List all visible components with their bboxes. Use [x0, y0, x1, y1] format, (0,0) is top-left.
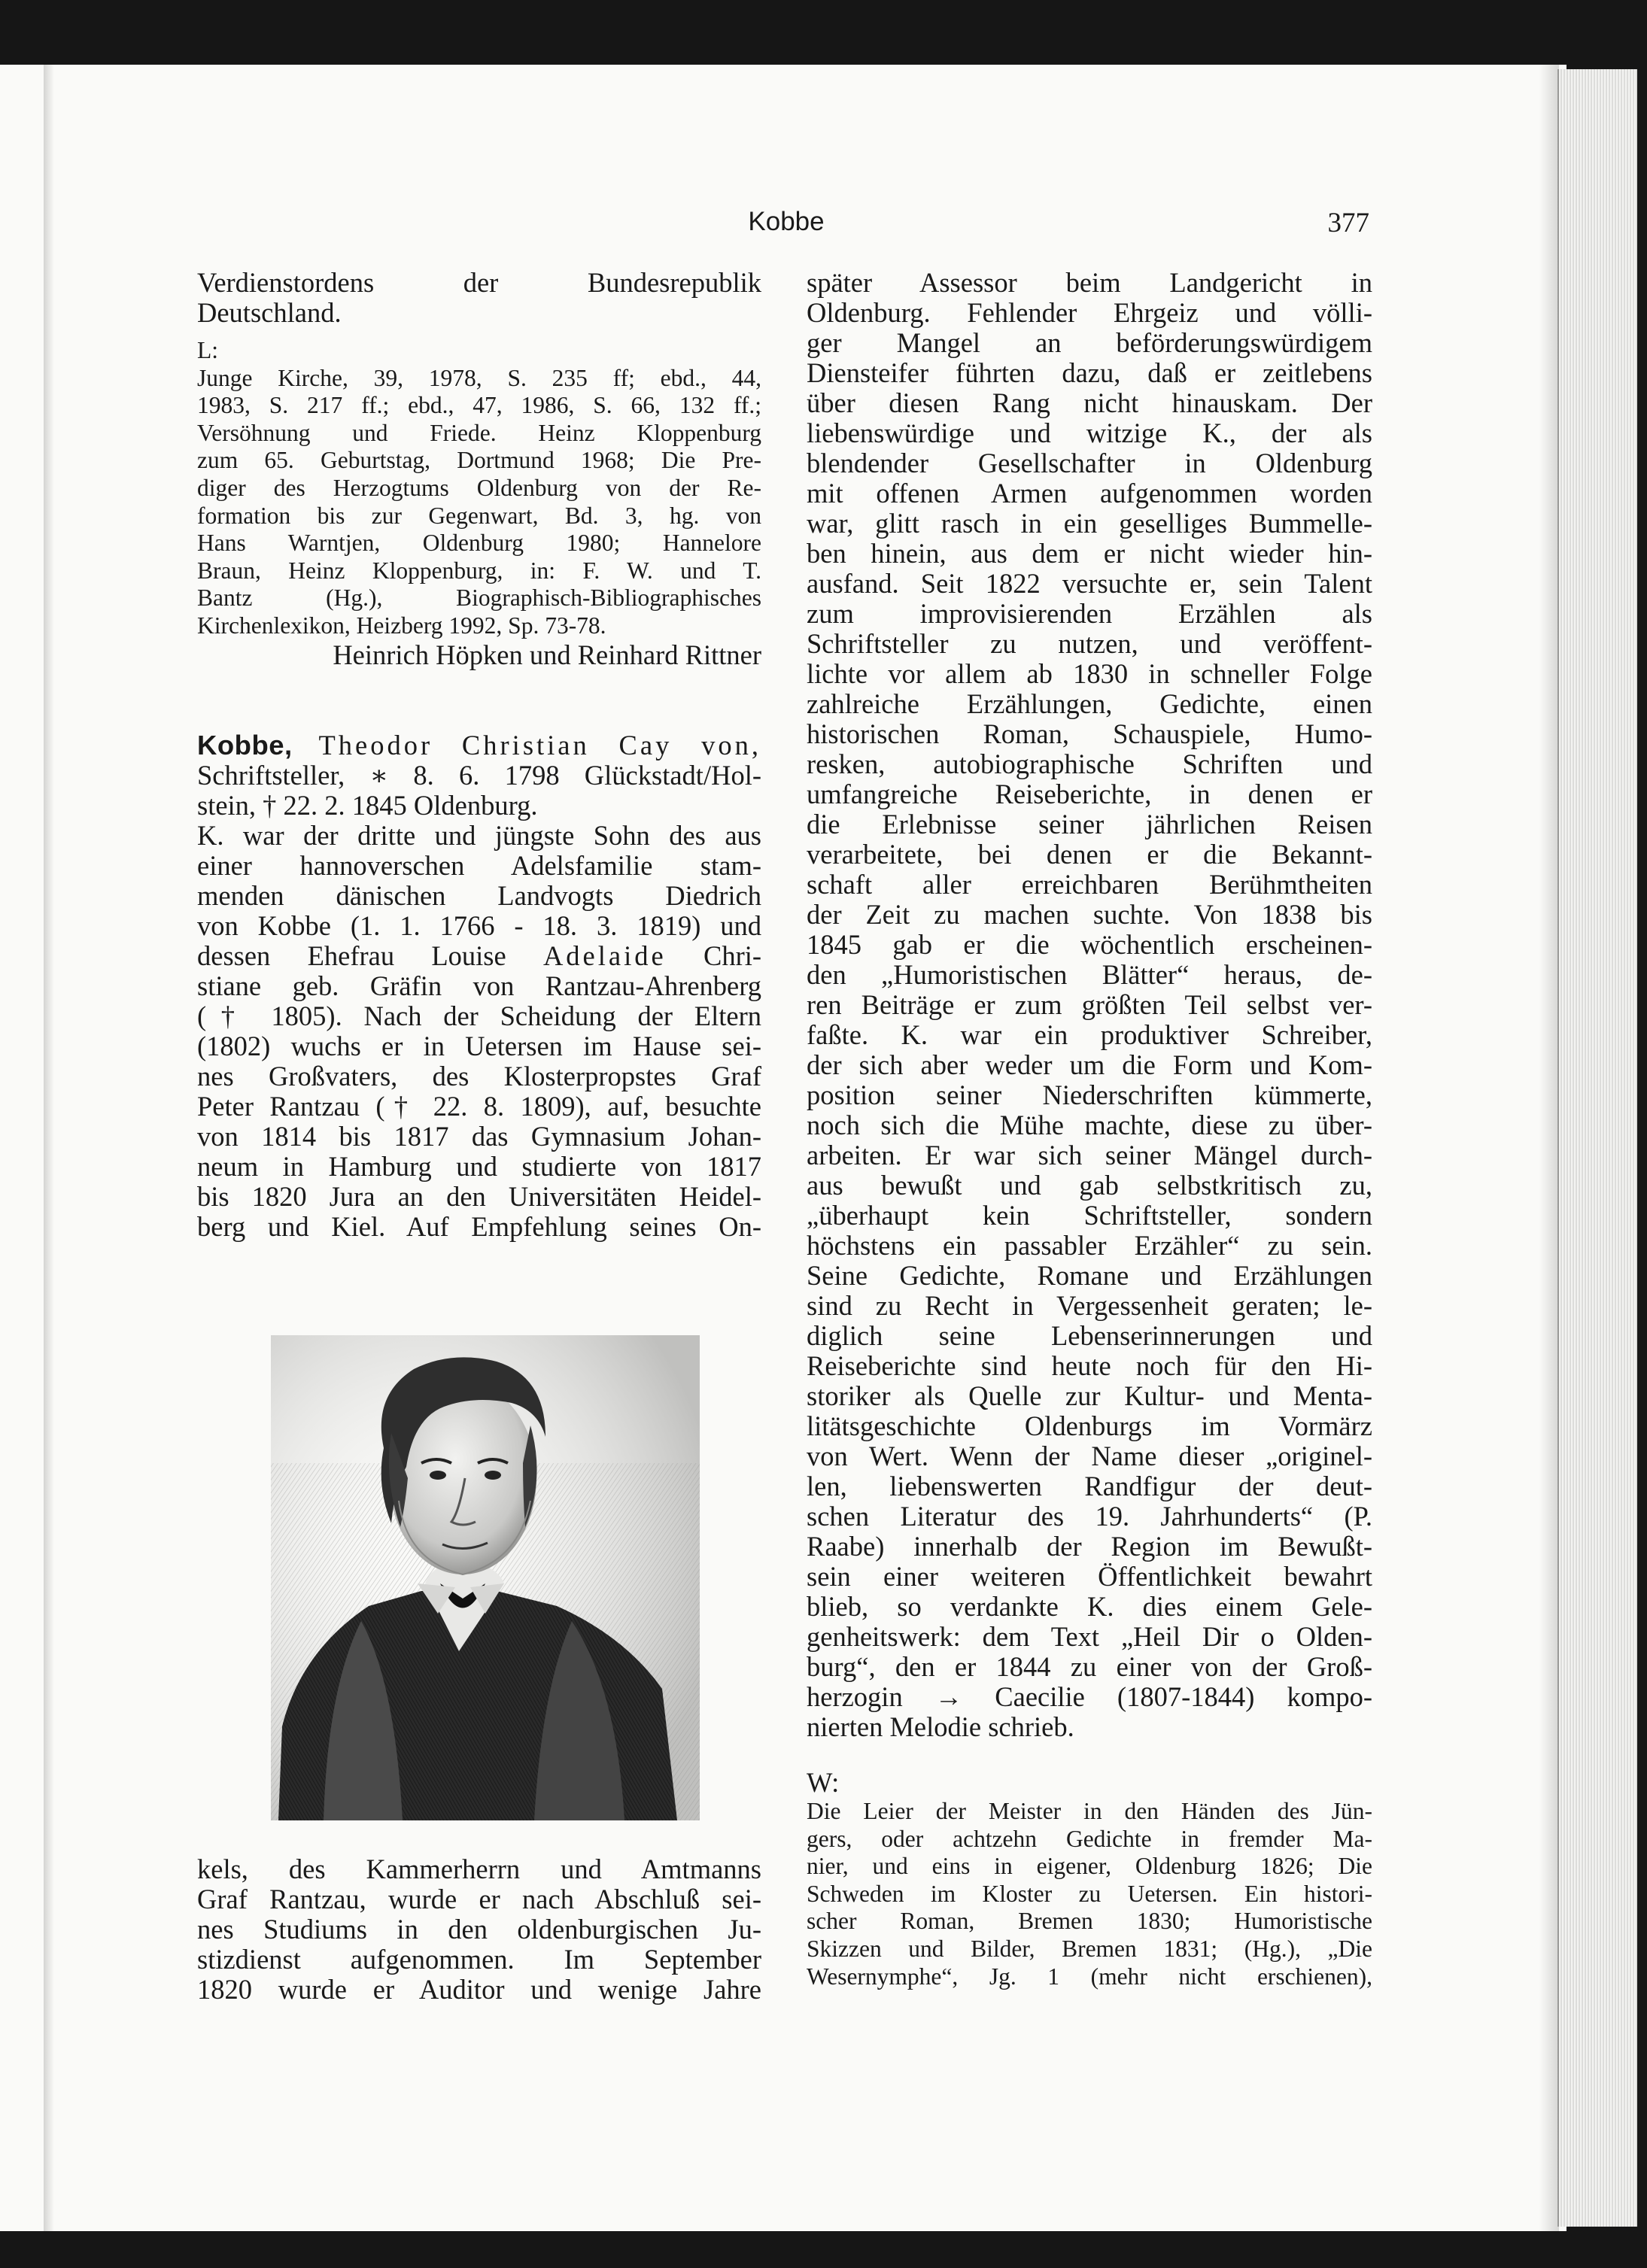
literature-line: zum 65. Geburtstag, Dortmund 1968; Die Pre-: [197, 447, 761, 474]
works-line: Wesernymphe“, Jg. 1 (mehr nicht erschienen),: [807, 1963, 1372, 1990]
text-line: stein, † 22. 2. 1845 Oldenburg.: [197, 790, 538, 821]
text-line: verarbeitete, bei denen er die Bekannt-: [807, 839, 1372, 870]
text-line: von Kobbe (1. 1. 1766 - 18. 3. 1819) und: [197, 910, 761, 941]
literature-block: [197, 337, 761, 640]
literature-label: L:: [197, 337, 218, 363]
text-line: zahlreiche Erzählungen, Gedichte, einen: [807, 689, 1372, 719]
text-line: umfangreiche Reiseberichte, in denen er: [807, 779, 1372, 809]
right-column: [807, 268, 1372, 1990]
literature-line: 1983, S. 217 ff.; ebd., 47, 1986, S. 66, 132 ff.;: [197, 392, 761, 419]
text-line: stizdienst aufgenommen. Im September: [197, 1945, 761, 1975]
authors-signature: Heinrich Höpken und Reinhard Rittner: [333, 639, 761, 670]
right-body: [807, 268, 1372, 1712]
literature-line: Versöhnung und Friede. Heinz Kloppenburg: [197, 419, 761, 446]
text-line: bis 1820 Jura an den Universitäten Heidel-: [197, 1181, 761, 1212]
works-label: W:: [807, 1768, 840, 1798]
text-line: herzogin → Caecilie (1807-1844) kompo-: [807, 1682, 1372, 1712]
text-line: höchstens ein passabler Erzähler“ zu sein.: [807, 1231, 1372, 1261]
running-head: Kobbe: [748, 207, 825, 236]
left-column-continued: [197, 1854, 761, 2005]
text-line: sein einer weiteren Öffentlichkeit bewahrt: [807, 1562, 1372, 1592]
text-line: blieb, so verdankte K. dies einem Gele-: [807, 1592, 1372, 1622]
spaced-name: Adelaide: [542, 940, 667, 971]
text-line: diglich seine Lebenserinnerungen und: [807, 1321, 1372, 1351]
entry-given-names: Theodor Christian Cay von,: [318, 730, 761, 761]
page-gutter-shadow: [44, 65, 54, 2231]
works-line: Die Leier der Meister in den Händen des Jün-: [807, 1798, 1372, 1824]
text-line: genheitswerk: dem Text „Heil Dir o Olden-: [807, 1622, 1372, 1652]
portrait-engraving: [271, 1335, 700, 1820]
literature-line: Bantz (Hg.), Biographisch-Bibliographisches: [197, 584, 761, 612]
text-line: K. war der dritte und jüngste Sohn des aus: [197, 820, 761, 851]
text-line: neum in Hamburg und studierte von 1817: [197, 1151, 761, 1182]
works-line: Skizzen und Bilder, Bremen 1831; (Hg.), „Die: [807, 1935, 1372, 1962]
text-line: Graf Rantzau, wurde er nach Abschluß sei-: [197, 1884, 761, 1914]
text-line: berg und Kiel. Auf Empfehlung seines On-: [197, 1211, 761, 1242]
text-line: „überhaupt kein Schriftsteller, sondern: [807, 1201, 1372, 1231]
literature-line: formation bis zur Gegenwart, Bd. 3, hg. von: [197, 502, 761, 529]
text-line: Deutschland.: [197, 298, 342, 328]
text-line: sind zu Recht in Vergessenheit geraten; le-: [807, 1291, 1372, 1321]
text-line: der Zeit zu machen suchte. Von 1838 bis: [807, 900, 1372, 930]
text-line: storiker als Quelle zur Kultur- und Menta-: [807, 1381, 1372, 1411]
works-line: gers, oder achtzehn Gedichte in fremder Ma-: [807, 1825, 1372, 1852]
text-line: ger Mangel an beförderungswürdigem: [807, 328, 1372, 358]
works-block: [807, 1798, 1372, 1990]
page-number: 377: [1327, 208, 1369, 238]
text-line: Peter Rantzau († 22. 8. 1809), auf, besuchte: [197, 1091, 761, 1122]
text-line: ausfand. Seit 1822 versuchte er, sein Talent: [807, 569, 1372, 599]
literature-line: Hans Warntjen, Oldenburg 1980; Hannelore: [197, 530, 761, 557]
text-line: blendender Gesellschafter in Oldenburg: [807, 448, 1372, 478]
text-line: aus bewußt und gab selbstkritisch zu,: [807, 1170, 1372, 1201]
text-line: litätsgeschichte Oldenburgs im Vormärz: [807, 1411, 1372, 1441]
text-line: burg“, den er 1844 zu einer von der Groß-: [807, 1652, 1372, 1682]
text-line: nierten Melodie schrieb.: [807, 1712, 1074, 1742]
works-line: nier, und eins in eigener, Oldenburg 1826; Die: [807, 1853, 1372, 1880]
entry-heading: [197, 730, 761, 761]
text-line: nes Großvaters, des Klosterpropstes Graf: [197, 1061, 761, 1091]
text-line: 1845 gab er die wöchentlich erscheinen-: [807, 930, 1372, 960]
text-line: dessen Ehefrau Louise Adelaide Chri-: [197, 940, 761, 971]
text-line: Verdienstordens der Bundesrepublik: [197, 268, 761, 298]
literature-line: Braun, Heinz Kloppenburg, in: F. W. und T.: [197, 557, 761, 584]
text-line: stiane geb. Gräfin von Rantzau-Ahrenberg: [197, 970, 761, 1001]
literature-line: diger des Herzogtums Oldenburg von der Re-: [197, 474, 761, 501]
text-line: die Erlebnisse seiner jährlichen Reisen: [807, 809, 1372, 839]
text-line: schaft aller erreichbaren Berühmtheiten: [807, 870, 1372, 900]
text-line: von Wert. Wenn der Name dieser „originel-: [807, 1441, 1372, 1471]
text-line: ren Beiträge er zum größten Teil selbst ver-: [807, 990, 1372, 1020]
text-line: von 1814 bis 1817 das Gymnasium Johan-: [197, 1121, 761, 1152]
text-line: Diensteifer führten dazu, daß er zeitlebens: [807, 358, 1372, 388]
text-line: schen Literatur des 19. Jahrhunderts“ (P.: [807, 1501, 1372, 1532]
text-line: resken, autobiographische Schriften und: [807, 749, 1372, 779]
page-block-edges: [1557, 69, 1637, 2227]
text-line: Oldenburg. Fehlender Ehrgeiz und völli-: [807, 298, 1372, 328]
text-line: war, glitt rasch in ein geselliges Bummelle-: [807, 509, 1372, 539]
text-line: Reiseberichte sind heute noch für den Hi-: [807, 1351, 1372, 1381]
text-line: menden dänischen Landvogts Diedrich: [197, 880, 761, 911]
text-line: Seine Gedichte, Romane und Erzählungen: [807, 1261, 1372, 1291]
text-line: position seiner Niederschriften kümmerte,: [807, 1080, 1372, 1110]
text-line: liebenswürdige und witzige K., der als: [807, 418, 1372, 448]
text-line: Raabe) innerhalb der Region im Bewußt-: [807, 1532, 1372, 1562]
text-line: ben hinein, aus dem er nicht wieder hin-: [807, 539, 1372, 569]
literature-line: Junge Kirche, 39, 1978, S. 235 ff; ebd., 44,: [197, 364, 761, 391]
entry-name: Kobbe,: [197, 730, 293, 761]
works-line: Schweden im Kloster zu Uetersen. Ein histori-: [807, 1880, 1372, 1907]
text-line: nes Studiums in den oldenburgischen Ju-: [197, 1914, 761, 1945]
text-line: einer hannoverschen Adelsfamilie stam-: [197, 850, 761, 881]
text-line: historischen Roman, Schauspiele, Humo-: [807, 719, 1372, 749]
text-line: len, liebenswerten Randfigur der deut-: [807, 1471, 1372, 1501]
text-line: faßte. K. war ein produktiver Schreiber,: [807, 1020, 1372, 1050]
text-line: Schriftsteller, ∗ 8. 6. 1798 Glückstadt/Hol-: [197, 760, 761, 791]
left-column: [197, 268, 761, 1242]
text-line: arbeiten. Er war sich seiner Mängel durch-: [807, 1140, 1372, 1170]
text-line: der sich aber weder um die Form und Kom-: [807, 1050, 1372, 1080]
text-line: lichte vor allem ab 1830 in schneller Folge: [807, 659, 1372, 689]
works-line: scher Roman, Bremen 1830; Humoristische: [807, 1908, 1372, 1935]
text-line: später Assessor beim Landgericht in: [807, 268, 1372, 298]
text-line: noch sich die Mühe machte, diese zu über-: [807, 1110, 1372, 1140]
text-line: († 1805). Nach der Scheidung der Eltern: [197, 1000, 761, 1031]
text-line: über diesen Rang nicht hinauskam. Der: [807, 388, 1372, 418]
text-line: mit offenen Armen aufgenommen worden: [807, 478, 1372, 509]
text-line: zum improvisierenden Erzählen als: [807, 599, 1372, 629]
text-line: Schriftsteller zu nutzen, und veröffent-: [807, 629, 1372, 659]
text-line: (1802) wuchs er in Uetersen im Hause sei-: [197, 1031, 761, 1061]
text-line: 1820 wurde er Auditor und wenige Jahre: [197, 1975, 761, 2005]
page-edge-shadow: [1539, 65, 1559, 2231]
literature-line: Kirchenlexikon, Heizberg 1992, Sp. 73-78.: [197, 612, 606, 639]
text-line: den „Humoristischen Blätter“ heraus, de-: [807, 960, 1372, 990]
text-line: kels, des Kammerherrn und Amtmanns: [197, 1854, 761, 1884]
